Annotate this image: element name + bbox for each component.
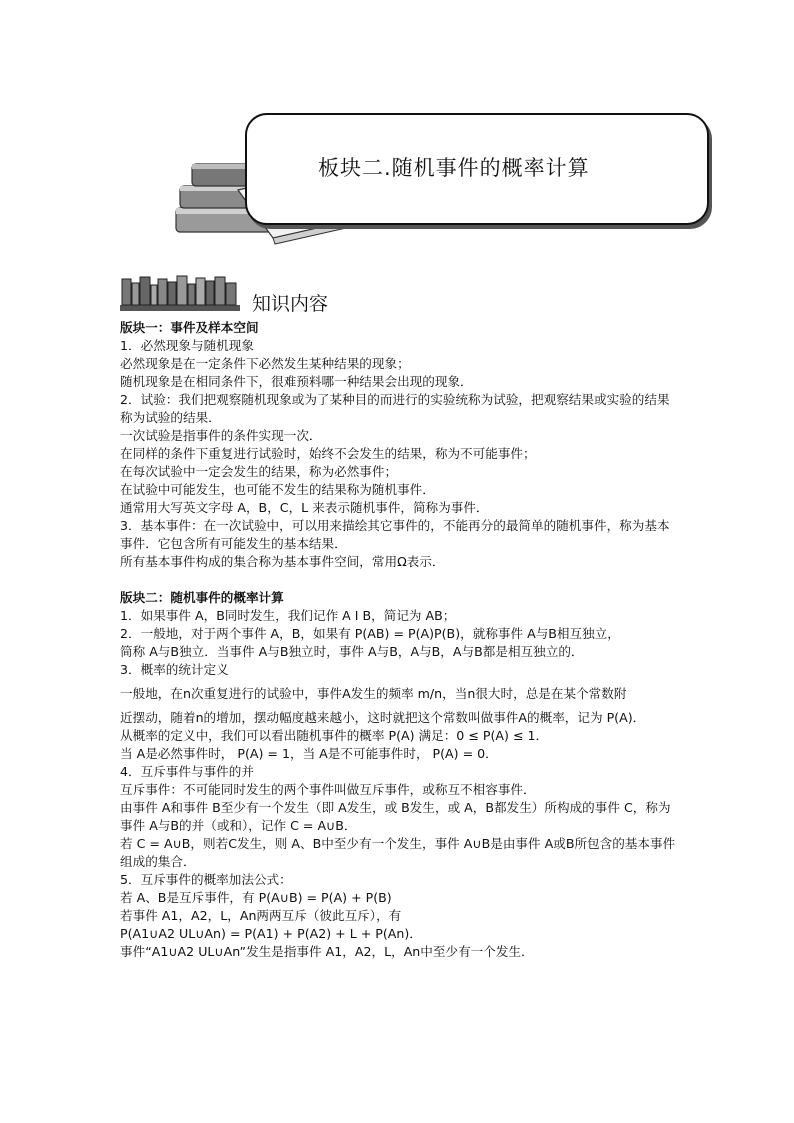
text-line: 近摆动，随着n的增加，摆动幅度越来越小，这时就把这个常数叫做事件A的概率，记为 P(A)．: [120, 710, 646, 725]
text-line: 通常用大写英文字母 A，B，C，L 来表示随机事件，简称为事件．: [120, 500, 489, 515]
text-line: P(A1∪A2 UL∪An) = P(A1) + P(A2) + L + P(An)．: [120, 926, 422, 941]
text-line: 若 A、B是互斥事件，有 P(A∪B) = P(A) + P(B): [120, 890, 392, 905]
text-line: 当 A是必然事件时， P(A) = 1，当 A是不可能事件时， P(A) = 0．: [120, 746, 498, 761]
bookshelf-icon: [120, 273, 240, 313]
text-line: 若事件 A1，A2，L，An两两互斥（彼此互斥），有: [120, 908, 402, 923]
text-line: 4．互斥事件与事件的并: [120, 764, 254, 779]
text-line: 在同样的条件下重复进行试验时，始终不会发生的结果，称为不可能事件；: [120, 446, 536, 461]
section-heading-2: 版块二：随机事件的概率计算: [120, 590, 284, 605]
text-line: 在试验中可能发生，也可能不发生的结果称为随机事件．: [120, 482, 435, 497]
page-title: 板块二.随机事件的概率计算: [318, 156, 590, 180]
text-line: 2．一般地，对于两个事件 A，B，如果有 P(AB) = P(A)P(B)，就称事件 A与B相互独立，: [120, 626, 620, 641]
section-title: 知识内容: [252, 293, 329, 315]
document-body: [120, 319, 678, 961]
section-heading-1: 版块一：事件及样本空间: [120, 320, 259, 335]
text-line: 2．试验：我们把观察随机现象或为了某种目的而进行的实验统称为试验，把观察结果或实验的结果称为试验的结果．: [120, 392, 670, 425]
text-line: 随机现象是在相同条件下，很难预料哪一种结果会出现的现象．: [120, 374, 473, 389]
text-line: 从概率的定义中，我们可以看出随机事件的概率 P(A) 满足：0 ≤ P(A) ≤ 1．: [120, 728, 549, 743]
text-line: 1．如果事件 A，B同时发生，我们记作 A I B，简记为 AB；: [120, 608, 456, 623]
text-line: 所有基本事件构成的集合称为基本事件空间，常用Ω表示．: [120, 554, 445, 569]
text-line: 互斥事件：不可能同时发生的两个事件叫做互斥事件，或称互不相容事件．: [120, 782, 536, 797]
text-line: 一般地，在n次重复进行的试验中，事件A发生的频率 m/n，当n很大时，总是在某个常数附: [120, 686, 627, 701]
text-line: 5．互斥事件的概率加法公式：: [120, 872, 292, 887]
text-line: 3．概率的统计定义: [120, 662, 229, 677]
text-line: 在每次试验中一定会发生的结果，称为必然事件；: [120, 464, 398, 479]
text-line: 事件“A1∪A2 UL∪An”发生是指事件 A1，A2，L，An中至少有一个发生．: [120, 944, 534, 959]
text-line: 一次试验是指事件的条件实现一次．: [120, 428, 322, 443]
text-line: 简称 A与B独立．当事件 A与B独立时，事件 A与B，A与B，A与B都是相互独立的．: [120, 644, 584, 659]
text-line: 3．基本事件：在一次试验中，可以用来描绘其它事件的，不能再分的最简单的随机事件，称为基本事件．它包含所有可能发生的基本结果．: [120, 518, 670, 551]
text-line: 若 C = A∪B，则若C发生，则 A、B中至少有一个发生，事件 A∪B是由事件 A或B所包含的基本事件组成的集合．: [120, 836, 676, 869]
text-line: 1．必然现象与随机现象: [120, 338, 254, 353]
text-line: 由事件 A和事件 B至少有一个发生（即 A发生，或 B发生，或 A，B都发生）所构成的事件 C，称为事件 A与B的并（或和），记作 C = A∪B．: [120, 800, 671, 833]
text-line: 必然现象是在一定条件下必然发生某种结果的现象；: [120, 356, 410, 371]
